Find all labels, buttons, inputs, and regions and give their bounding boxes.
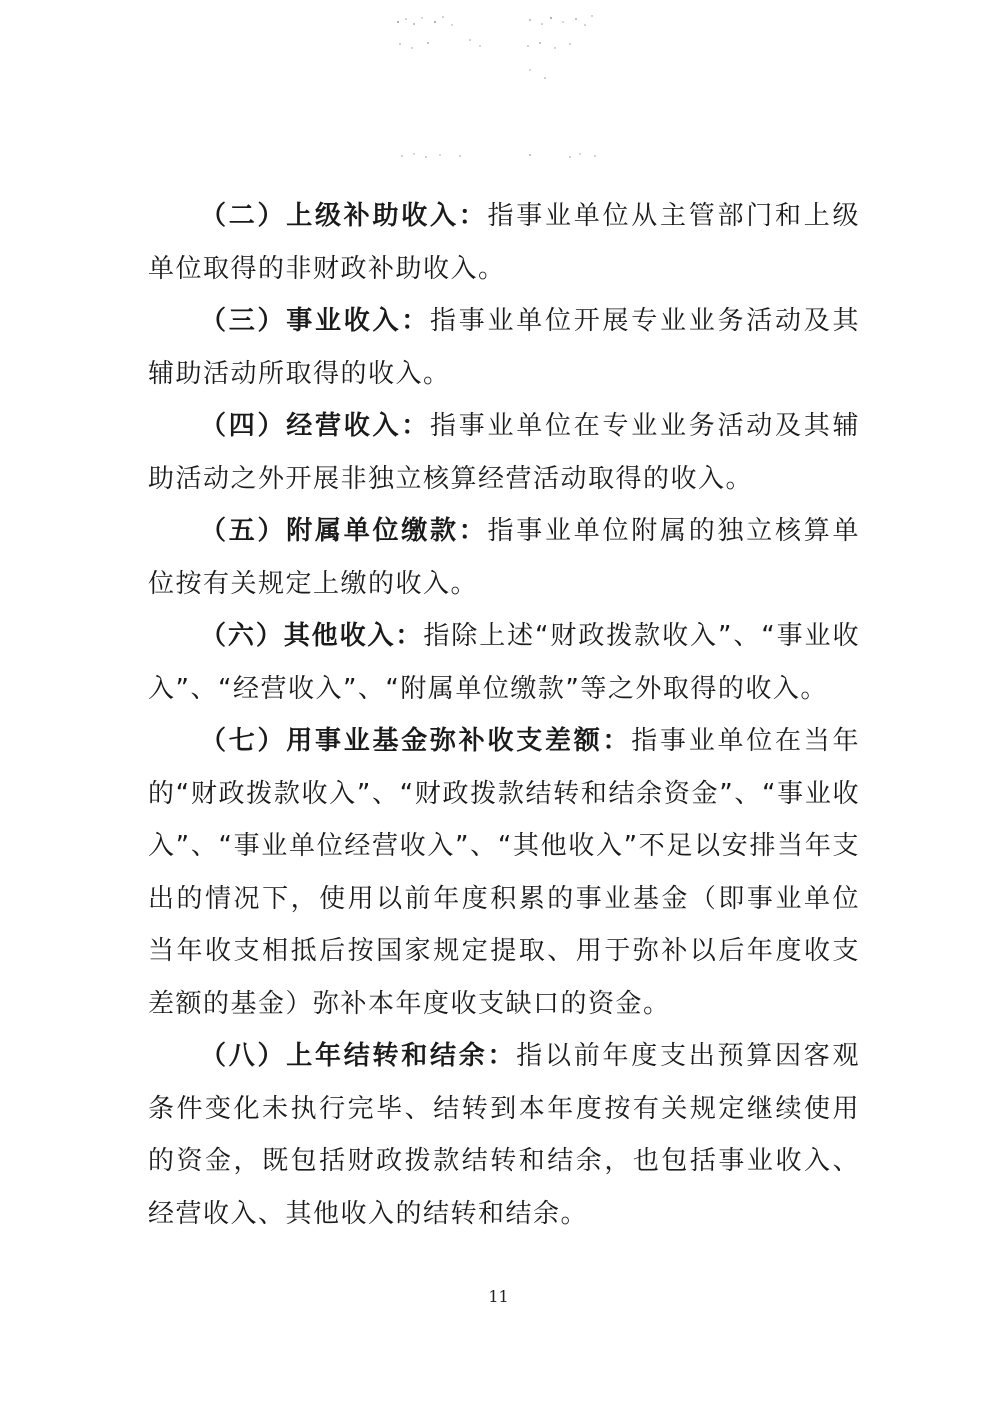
term-heading: （八）上年结转和结余：: [200, 1041, 517, 1071]
term-heading: （三）事业收入：: [200, 306, 430, 336]
paragraph-6: [148, 610, 860, 715]
paragraph-8: [148, 1030, 860, 1240]
paragraph-3: [148, 295, 860, 400]
paragraph-4: [148, 400, 860, 505]
paragraph-5: [148, 505, 860, 610]
paragraph-7: [148, 715, 860, 1030]
term-definition: 指事业单位在当年的“财政拨款收入”、“财政拨款结转和结余资金”、“事业收入”、“事业单位经营收入”、“其他收入”不足以安排当年支出的情况下，使用以前年度积累的事业基金（即事业单位当年收支相抵后按国家规定提取、用于弥补以后年度收支差额的基金）弥补本年度收支缺口的资金。: [148, 726, 860, 1019]
paragraph-2: [148, 190, 860, 295]
term-definition: 指事业单位从主管部门和上级单位取得的非财政补助收入。: [148, 201, 860, 284]
term-heading: （七）用事业基金弥补收支差额：: [200, 726, 632, 756]
term-heading: （五）附属单位缴款：: [200, 516, 488, 546]
term-heading: （二）上级补助收入：: [200, 201, 488, 231]
term-definition: 指事业单位附属的独立核算单位按有关规定上缴的收入。: [148, 516, 860, 599]
term-heading: （六）其他收入：: [200, 621, 424, 651]
page-number: 11: [488, 1287, 509, 1306]
document-body: [148, 190, 860, 1240]
scan-artifact: [380, 10, 620, 170]
term-heading: （四）经营收入：: [200, 411, 430, 441]
term-definition: 指事业单位开展专业业务活动及其辅助活动所取得的收入。: [148, 306, 860, 389]
term-definition: 指事业单位在专业业务活动及其辅助活动之外开展非独立核算经营活动取得的收入。: [148, 411, 860, 494]
term-definition: 指以前年度支出预算因客观条件变化未执行完毕、结转到本年度按有关规定继续使用的资金，既包括财政拨款结转和结余，也包括事业收入、经营收入、其他收入的结转和结余。: [148, 1041, 860, 1229]
term-definition: 指除上述“财政拨款收入”、“事业收入”、“经营收入”、“附属单位缴款”等之外取得的收入。: [148, 621, 860, 704]
